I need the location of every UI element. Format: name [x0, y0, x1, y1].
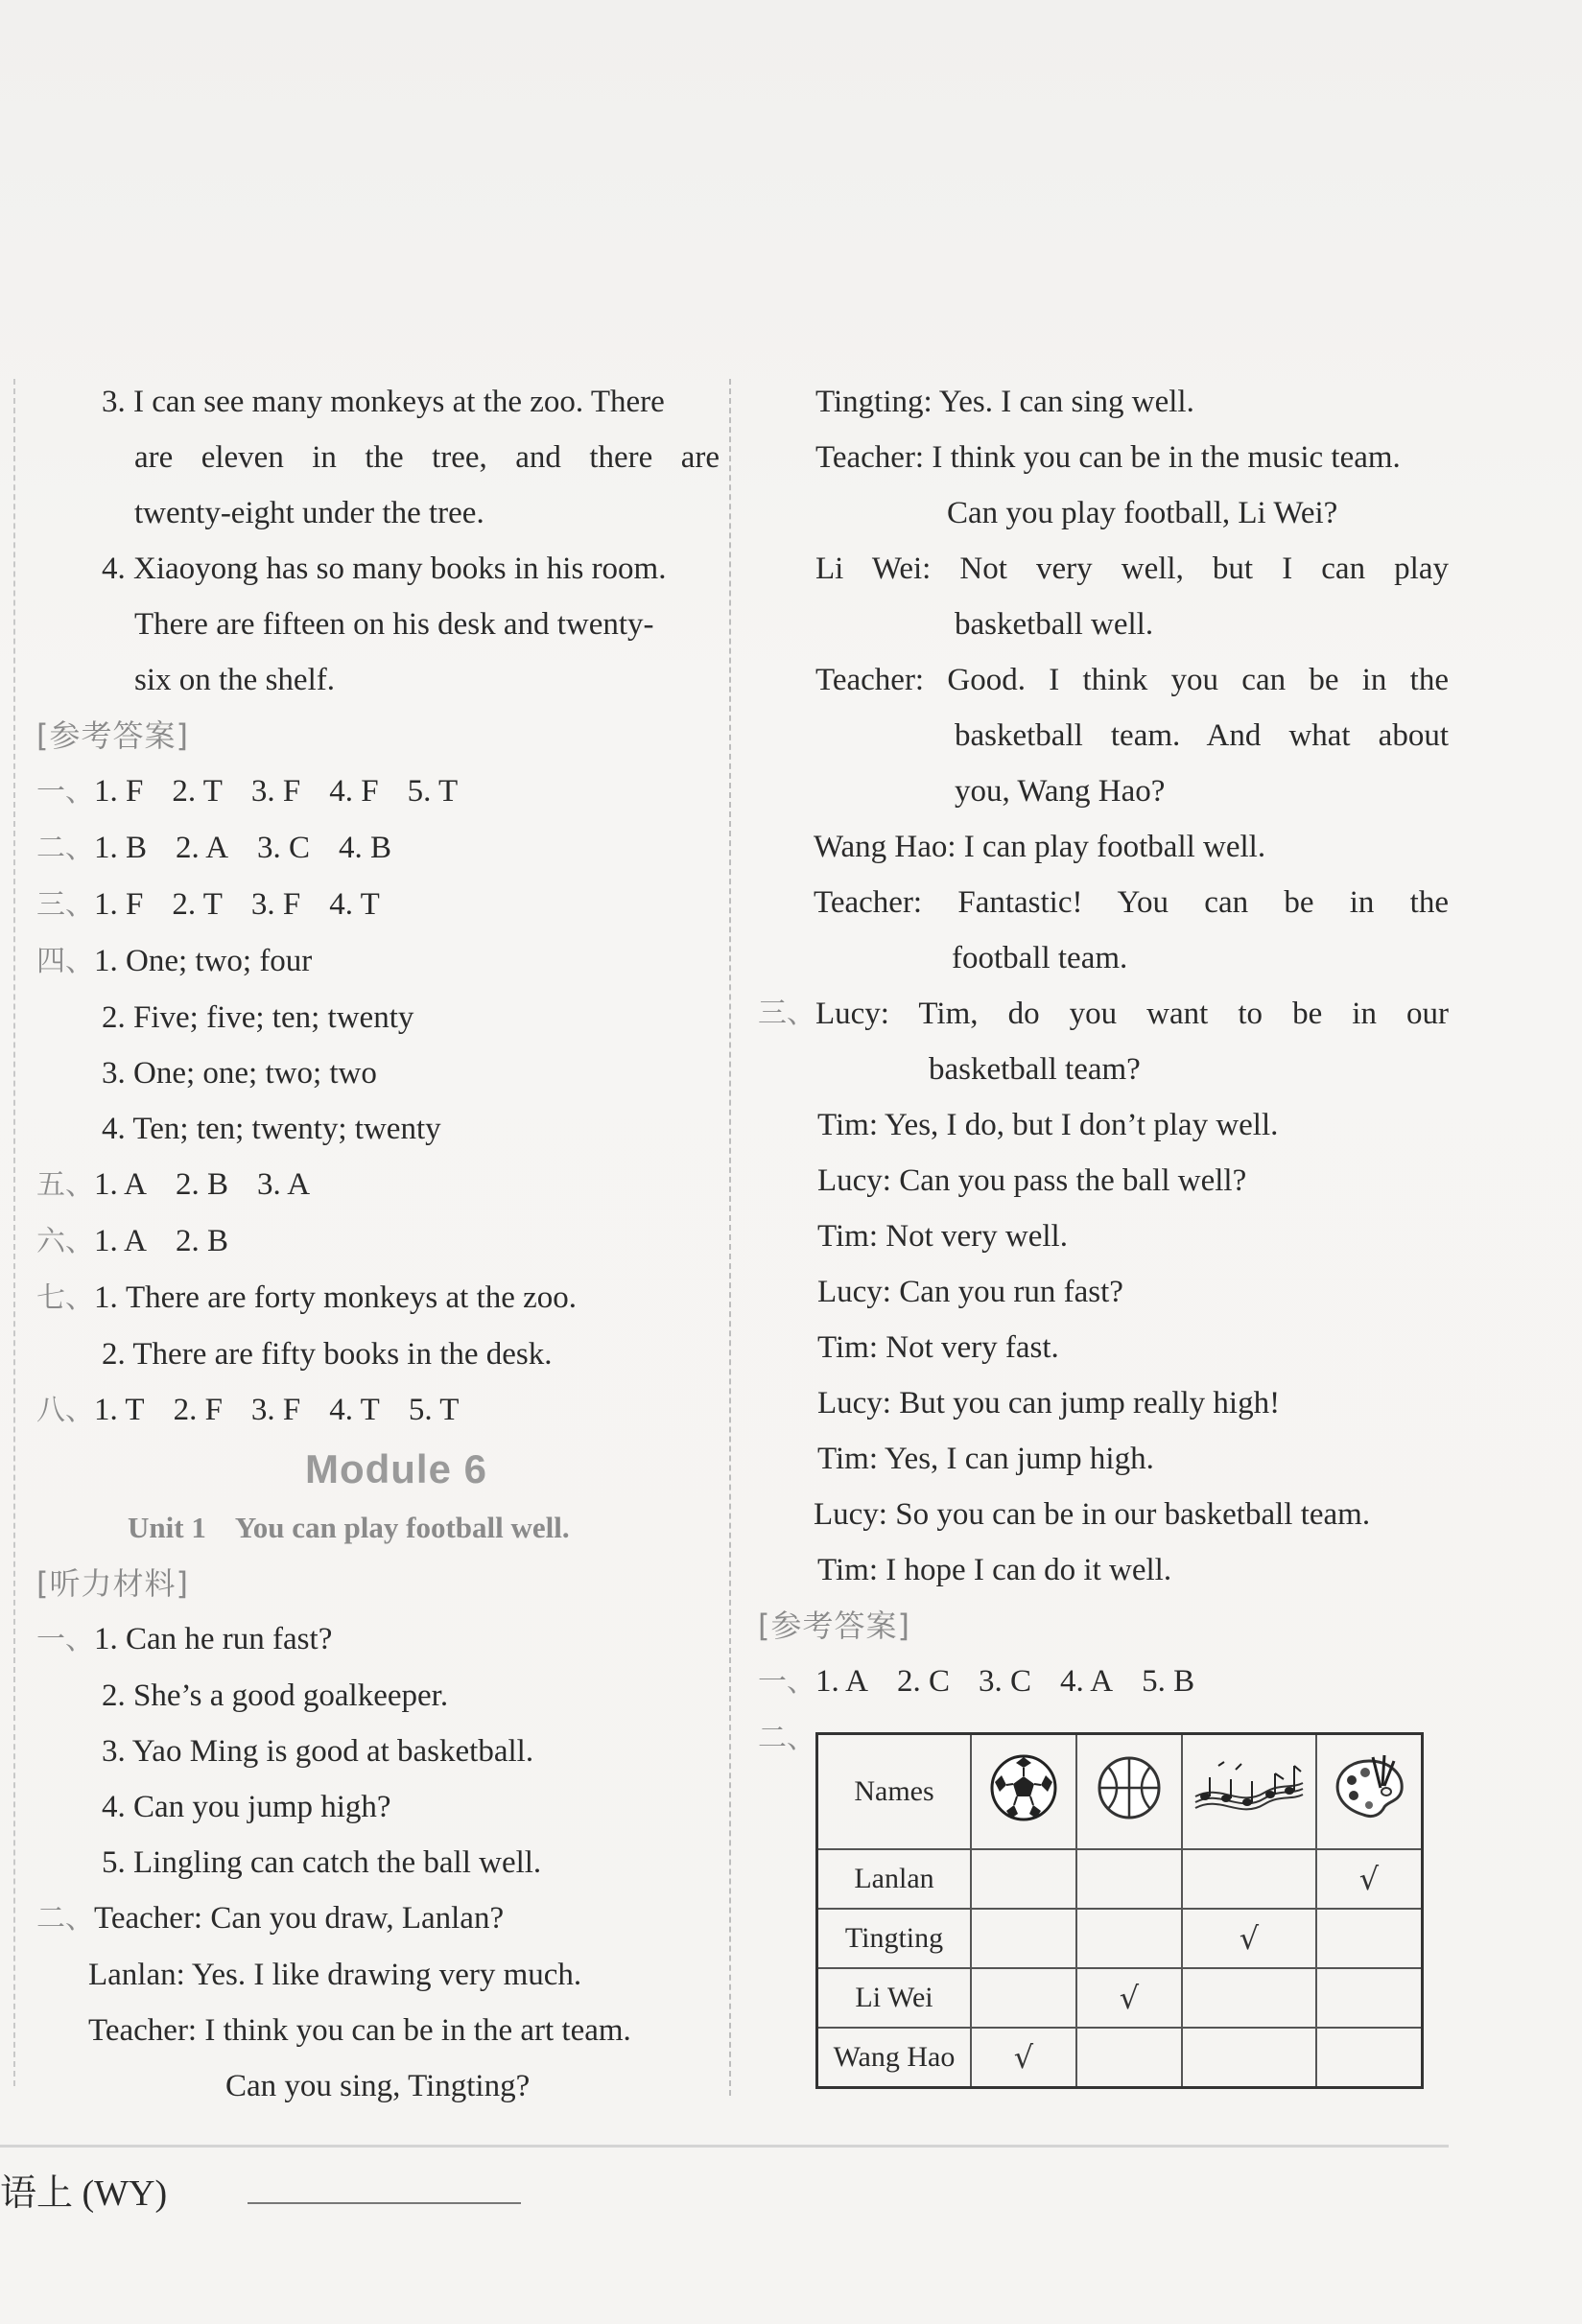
text-line: twenty-eight under the tree. — [134, 496, 484, 530]
section-number: 七、 — [36, 1281, 94, 1315]
dialog-line: Tingting: Yes. I can sing well. — [815, 385, 1194, 419]
basketball-icon — [1076, 1734, 1182, 1850]
dialog-line: football team. — [952, 941, 1128, 975]
listening-line: 4. Can you jump high? — [102, 1790, 391, 1824]
answer-row: 六、1. A 2. B — [36, 1213, 737, 1270]
answer-row: 2. There are fifty books in the desk. — [102, 1337, 553, 1372]
answer-row: 七、1. There are forty monkeys at the zoo. — [36, 1280, 578, 1315]
dialog-line: Lucy: So you can be in our basketball team. — [814, 1497, 1371, 1532]
footer-underline — [248, 2202, 521, 2204]
dialog-line: Li Wei: Not very well, but I can play — [815, 552, 1449, 586]
check-cell: √ — [971, 2028, 1076, 2088]
row-name: Li Wei — [817, 1968, 972, 2028]
row-name: Wang Hao — [817, 2028, 972, 2088]
left-column — [36, 374, 737, 2114]
section-number: 二、 — [36, 1902, 94, 1936]
listening-line: 3. Yao Ming is good at basketball. — [102, 1734, 534, 1769]
section-number: 八、 — [36, 1394, 94, 1427]
row-name: Tingting — [817, 1909, 972, 1968]
check-cell — [1076, 1909, 1182, 1968]
check-cell — [1076, 1849, 1182, 1909]
check-cell — [1076, 2028, 1182, 2088]
music-notes-icon — [1182, 1734, 1316, 1850]
section-number: 三、 — [758, 997, 815, 1030]
dialog-line: Tim: Yes, I can jump high. — [817, 1442, 1154, 1476]
dialog-line: Can you play football, Li Wei? — [947, 496, 1338, 530]
dialog-line: Tim: Not very fast. — [817, 1330, 1059, 1365]
answer-row: 3. One; one; two; two — [102, 1056, 377, 1091]
dialog-line: basketball team. And what about — [955, 718, 1449, 753]
section-number: 一、 — [36, 775, 94, 809]
right-column — [758, 374, 1458, 1767]
answer-heading: [参考答案] — [758, 1608, 910, 1644]
listening-line: Teacher: I think you can be in the art team. — [88, 2013, 631, 2048]
section-number: 三、 — [36, 888, 94, 922]
answer-row: 2. Five; five; ten; twenty — [102, 1000, 414, 1035]
section-number: 二、 — [36, 832, 94, 865]
module-title: Module 6 — [304, 1446, 487, 1491]
answer-row: 八、1. T 2. F 3. F 4. T 5. T — [36, 1382, 737, 1439]
answer-row: 一、1. F 2. T 3. F 4. F 5. T — [36, 763, 737, 820]
check-cell — [1316, 1968, 1423, 2028]
dialog-line: Teacher: Good. I think you can be in the — [815, 663, 1449, 697]
dialog-line: Lucy: But you can jump really high! — [817, 1386, 1281, 1420]
dialog-line: Teacher: I think you can be in the music team. — [815, 440, 1401, 475]
check-cell — [1316, 2028, 1423, 2088]
table-header-row — [817, 1734, 1423, 1850]
section-number: 一、 — [36, 1623, 94, 1656]
answer-row: 三、1. F 2. T 3. F 4. T — [36, 877, 737, 933]
answer-row: 四、1. One; two; four — [36, 944, 313, 978]
section-number: 一、 — [758, 1665, 815, 1699]
check-cell — [1182, 1849, 1316, 1909]
dialog-line: Tim: Yes, I do, but I don’t play well. — [817, 1108, 1279, 1142]
listening-line: 一、1. Can he run fast? — [36, 1622, 333, 1656]
names-header: Names — [817, 1734, 972, 1850]
answer-row: 一、1. A 2. C 3. C 4. A 5. B — [758, 1654, 1458, 1710]
footer-text: 语上 (WY) — [0, 2173, 168, 2214]
dialog-line: 三、 Lucy: Tim, do you want to be in our — [758, 986, 1458, 1042]
dialog-line: basketball team? — [929, 1052, 1141, 1087]
table-row — [817, 2028, 1423, 2088]
listening-line: 5. Lingling can catch the ball well. — [102, 1845, 542, 1880]
section-number: 五、 — [36, 1168, 94, 1202]
section-number: 四、 — [36, 945, 94, 978]
text-line: 3. I can see many monkeys at the zoo. There — [102, 385, 665, 419]
table-row — [817, 1968, 1423, 2028]
answer-row: 五、1. A 2. B 3. A — [36, 1157, 737, 1213]
answer-row: 二、1. B 2. A 3. C 4. B — [36, 820, 737, 877]
listening-line: Lanlan: Yes. I like drawing very much. — [88, 1958, 582, 1992]
dialog-line: Tim: I hope I can do it well. — [817, 1553, 1172, 1587]
check-cell — [971, 1909, 1076, 1968]
footer-rule — [0, 2145, 1449, 2148]
text-line: There are fifteen on his desk and twenty- — [134, 607, 654, 642]
check-cell: √ — [1076, 1968, 1182, 2028]
text-line: 4. Xiaoyong has so many books in his room. — [102, 552, 667, 586]
check-cell — [971, 1968, 1076, 2028]
text-line: six on the shelf. — [134, 663, 335, 697]
section-number: 六、 — [36, 1225, 94, 1258]
answer-row: 4. Ten; ten; twenty; twenty — [102, 1112, 441, 1146]
text-line: are eleven in the tree, and there are — [134, 440, 720, 475]
table-row — [817, 1909, 1423, 1968]
dialog-line: Teacher: Fantastic! You can be in the — [814, 885, 1449, 920]
listening-line: 二、Teacher: Can you draw, Lanlan? — [36, 1901, 505, 1936]
dialog-line: Wang Hao: I can play football well. — [814, 830, 1266, 864]
check-cell: √ — [1316, 1849, 1423, 1909]
dialog-line: Lucy: Can you run fast? — [817, 1275, 1123, 1309]
art-palette-icon — [1316, 1734, 1423, 1850]
answer-table — [815, 1732, 1424, 2089]
unit-title: Unit 1 You can play football well. — [128, 1511, 570, 1544]
listening-line: 2. She’s a good goalkeeper. — [102, 1678, 449, 1713]
listening-heading: [听力材料] — [36, 1565, 189, 1602]
check-cell — [1182, 2028, 1316, 2088]
check-cell — [1316, 1909, 1423, 1968]
section-number: 二、 — [758, 1722, 815, 1755]
check-cell — [971, 1849, 1076, 1909]
dialog-line: Tim: Not very well. — [817, 1219, 1068, 1254]
check-cell — [1182, 1968, 1316, 2028]
binding-edge — [13, 379, 15, 2086]
table-row — [817, 1849, 1423, 1909]
answer-heading: [参考答案] — [36, 717, 189, 754]
dialog-line: Lucy: Can you pass the ball well? — [817, 1163, 1247, 1198]
football-icon — [971, 1734, 1076, 1850]
dialog-line: you, Wang Hao? — [955, 774, 1166, 809]
check-cell: √ — [1182, 1909, 1316, 1968]
row-name: Lanlan — [817, 1849, 972, 1909]
listening-line: Can you sing, Tingting? — [225, 2069, 531, 2103]
dialog-line: basketball well. — [955, 607, 1154, 642]
